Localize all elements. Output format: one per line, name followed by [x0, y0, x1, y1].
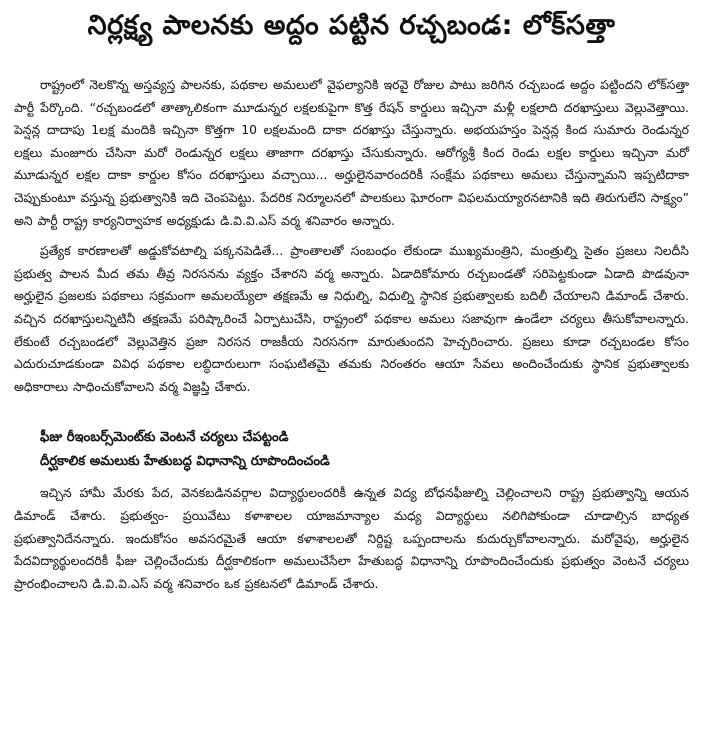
- article-paragraph-1: రాష్ట్రంలో నెలకొన్న అస్తవ్యస్త పాలనకు, పథకాల అమలులో వైఫల్యానికి ఇరవై రోజుల పాటు జరిగిన రచ్చబండ అద్దం పట్టిందని లోక్‌సత్తా పార్టీ పేర్కొంది. “రచ్చబండలో తాత్కాలికంగా మూడున్నర లక్షలకుపైగా కొత్త రేషన్ కార్డులు ఇచ్చినా మళ్లీ లక్షలాది దరఖాస్తులు వెల్లువెత్తాయి. పెన్షన్ల దాదాపు 1లక్ష మందికి ఇచ్చినా కొత్తగా 10 లక్షలమంది దాకా దరఖాస్తు చేస్తున్నారు. అభయహస్తం పెన్షన్ల కింద సుమారు రెండున్నర లక్షలు మంజూరు చేసినా మరో రెండున్నర లక్షలు తాజాగా దరఖాస్తు చేసుకున్నారు. ఆరోగ్యశ్రీ కింద రెండు లక్షల కార్డులు ఇచ్చినా మరో మూడున్నర లక్షల దాకా కార్డుల కోసం దరఖాస్తులు వచ్చాయి... అర్హులైనవారందరికీ సంక్షేమ పథకాలు అమలు చేస్తున్నామని ఇప్పటిదాకా చెప్పుకుంటూ వస్తున్న ప్రభుత్వానికి ఇది చెంపపెట్టు. పేదరిక నిర్మూలనలో పాలకులు ఘోరంగా విఫలమయ్యారనటానికి ఇది తిరుగులేని సాక్ష్యం” అని పార్టీ రాష్ట్ర కార్యనిర్వాహక అధ్యక్షుడు డి.వి.వి.ఎస్ వర్మ శనివారం అన్నారు.: [14, 77, 689, 228]
- article-paragraph-3: ఇచ్చిన హామీ మేరకు పేద, వెనకబడినవర్గాల విద్యార్థులందరికీ ఉన్నత విద్య బోధనఫీజుల్ని చెల్లించాలని రాష్ట్ర ప్రభుత్వాన్ని ఆయన డిమాండ్ చేశారు. ప్రభుత్వం- ప్రయివేటు కళాశాలల యాజమాన్యాల మధ్య విద్యార్థులు నలిగిపోకుండా చూడాల్సిన బాధ్యత ప్రభుత్వానిదేనన్నారు. ఇందుకోసం అవసరమైతే ఆయా కళాశాలలతో నిర్దిష్ట ఒప్పందాలను కుదుర్చుకోవాలన్నారు. మరోవైపు, అర్హులైన పేదవిద్యార్థులందరికీ ఫీజు చెల్లించేందుకు దీర్ఘకాలికంగా అమలుచేసేలా హేతుబద్ధ విధానాన్ని రూపొందించేందుకు ప్రభుత్వం వెంటనే చర్యలు ప్రారంభించాలని డి.వి.వి.ఎస్ వర్మ శనివారం ఒక ప్రకటనలో డిమాండ్ చేశారు.: [14, 485, 690, 591]
- subheading-long-term-policy: దీర్ఘకాలిక అమలుకు హేతుబద్ధ విధానాన్ని రూపొందించండి: [40, 454, 330, 470]
- article-body: [14, 74, 689, 595]
- subheadings: [14, 426, 689, 474]
- article-headline: నిర్లక్ష్య పాలనకు అద్దం పట్టిన రచ్చబండ: లోక్‌సత్తా: [87, 10, 616, 41]
- article-paragraph-2: ప్రత్యేక కారణాలతో అడ్డుకోవటాల్ని పక్కనపెడితే... ప్రాంతాలతో సంబంధం లేకుండా ముఖ్యమంత్రిని, మంత్రుల్ని సైతం ప్రజలు నిలదీసి ప్రభుత్వ పాలన మీద తమ తీవ్ర నిరసనను వ్యక్తం చేశారని వర్మ అన్నారు. ఏడాదికోమారు రచ్చబండతో సరిపెట్టకుండా ఏడాది పొడవునా అర్హులైన ప్రజలకు పథకాలు సక్రమంగా అమలయ్యేలా తక్షణమే ఆ నిధుల్ని, విధుల్ని స్థానిక ప్రభుత్వాలకు బదిలీ చేయాలని డిమాండ్ చేశారు. వచ్చిన దరఖాస్తులన్నిటినీ తక్షణమే పరిష్కారించే ఏర్పాటుచేసి, రాష్ట్రంలో పథకాల అమలు సజావుగా ఉండేలా చర్యలు తీసుకోవాలన్నారు. లేకుంటే రచ్చబండలో వెల్లువెత్తిన ప్రజా నిరసన రాజకీయ నిరసనగా మారుతుందని హెచ్చరించారు. ప్రజలు కూడా రచ్చబండల కోసం ఎదురుచూడకుండా వివిధ పథకాల లబ్ధిదారులుగా సంఘటితమై తమకు నిరంతరం ఆయా సేవలు అందించేందుకు స్థానిక ప్రభుత్వాలకు అధికారాలు సాధించుకోవాలని వర్మ విజ్ఞప్తి చేశారు.: [14, 243, 689, 394]
- subheading-fee-reimbursement: ఫీజు రీఇంబర్స్‌మెంట్‌కు వెంటనే చర్యలు చేపట్టండి: [40, 430, 289, 446]
